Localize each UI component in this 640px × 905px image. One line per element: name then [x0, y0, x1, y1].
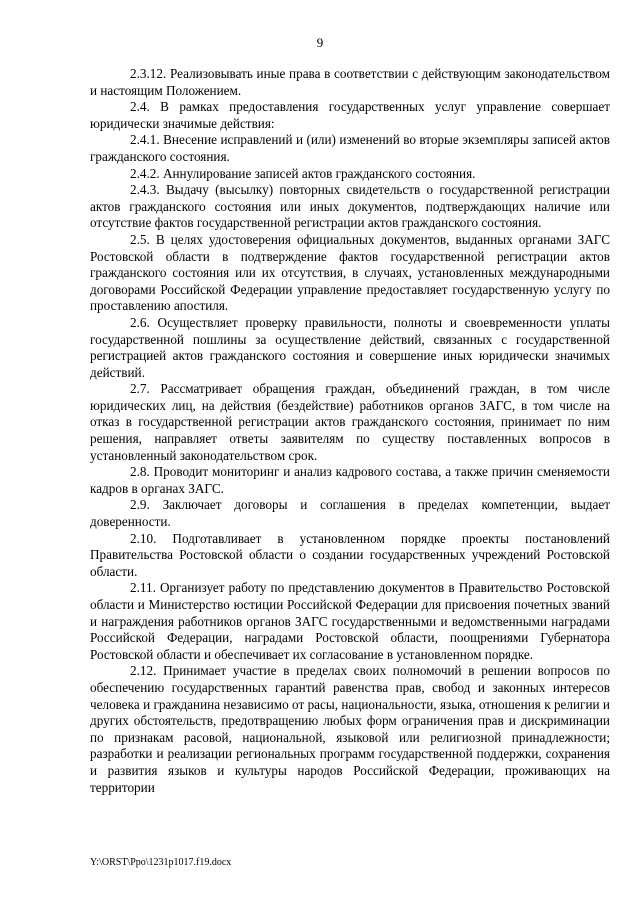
paragraph-2-9: 2.9. Заключает договоры и соглашения в пределах компетенции, выдает доверенности.: [90, 497, 610, 530]
paragraph-2-7: 2.7. Рассматривает обращения граждан, объединений граждан, в том числе юридических лиц, на действия (бездействие) работников органов ЗАГС, в том числе на отказ в государственной регистрации актов гражданского состояния, принимает по ним решения, направляет ответы заявителям по существу поставленных вопросов в установленный законодательством срок.: [90, 381, 610, 463]
paragraph-2-8: 2.8. Проводит мониторинг и анализ кадрового состава, а также причин сменяемости кадров в органах ЗАГС.: [90, 464, 610, 496]
paragraph-2-4: 2.4. В рамках предоставления государственных услуг управление совершает юридически значимые действия:: [90, 99, 610, 131]
paragraph-2-4-1: 2.4.1. Внесение исправлений и (или) изменений во вторые экземпляры записей актов гражданского состояния.: [90, 132, 610, 164]
paragraph-2-4-2: 2.4.2. Аннулирование записей актов гражданского состояния.: [130, 165, 476, 181]
document-body: [90, 66, 610, 796]
paragraph-2-12: 2.12. Принимает участие в пределах своих полномочий в решении вопросов по обеспечению государственных гарантий равенства прав, свобод и законных интересов человека и гражданина независимо от расы, национальности, языка, отношения к религии и других обстоятельств, предотвращению любых форм ограничения прав и дискриминации по признакам расовой, национальной, языковой или религиозной принадлежности; разработки и реализации региональных программ государственной поддержки, сохранения и развития языков и культуры народов Российской Федерации, проживающих на территории: [90, 663, 610, 795]
paragraph-2-5: 2.5. В целях удостоверения официальных документов, выданных органами ЗАГС Ростовской области в подтверждение фактов государственной регистрации актов гражданского состояния или их отсутствия, в случаях, установленных международными договорами Российской Федерации управление предоставляет государственную услугу по проставлению апостиля.: [90, 231, 610, 314]
footer-file-path: Y:\ORST\Ppo\1231p1017.f19.docx: [90, 857, 232, 868]
paragraph-2-6: 2.6. Осуществляет проверку правильности, полноты и своевременности уплаты государственной пошлины за осуществление действий, связанных с государственной регистрацией актов гражданского состояния и совершение иных юридически значимых действий.: [90, 314, 610, 380]
paragraph-2-11: 2.11. Организует работу по представлению документов в Правительство Ростовской области и Министерство юстиции Российской Федерации для присвоения почетных званий и награждения работников органов ЗАГС государственными и ведомственными наградами Российской Федерации, наградами Ростовской области, поощрениями Губернатора Ростовской области и обеспечивает их согласование в установленном порядке.: [90, 580, 610, 662]
paragraph-2-3-12: 2.3.12. Реализовывать иные права в соответствии с действующим законодательством и настоящим Положением.: [90, 66, 610, 98]
paragraph-2-10: 2.10. Подготавливает в установленном порядке проекты постановлений Правительства Ростовской области о создании государственных учреждений Ростовской области.: [90, 530, 610, 579]
page-number: 9: [316, 35, 324, 50]
paragraph-2-4-3: 2.4.3. Выдачу (высылку) повторных свидетельств о государственной регистрации актов гражданского состояния или иных документов, подтверждающих наличие или отсутствие фактов государственной регистрации актов гражданского состояния.: [90, 182, 610, 231]
